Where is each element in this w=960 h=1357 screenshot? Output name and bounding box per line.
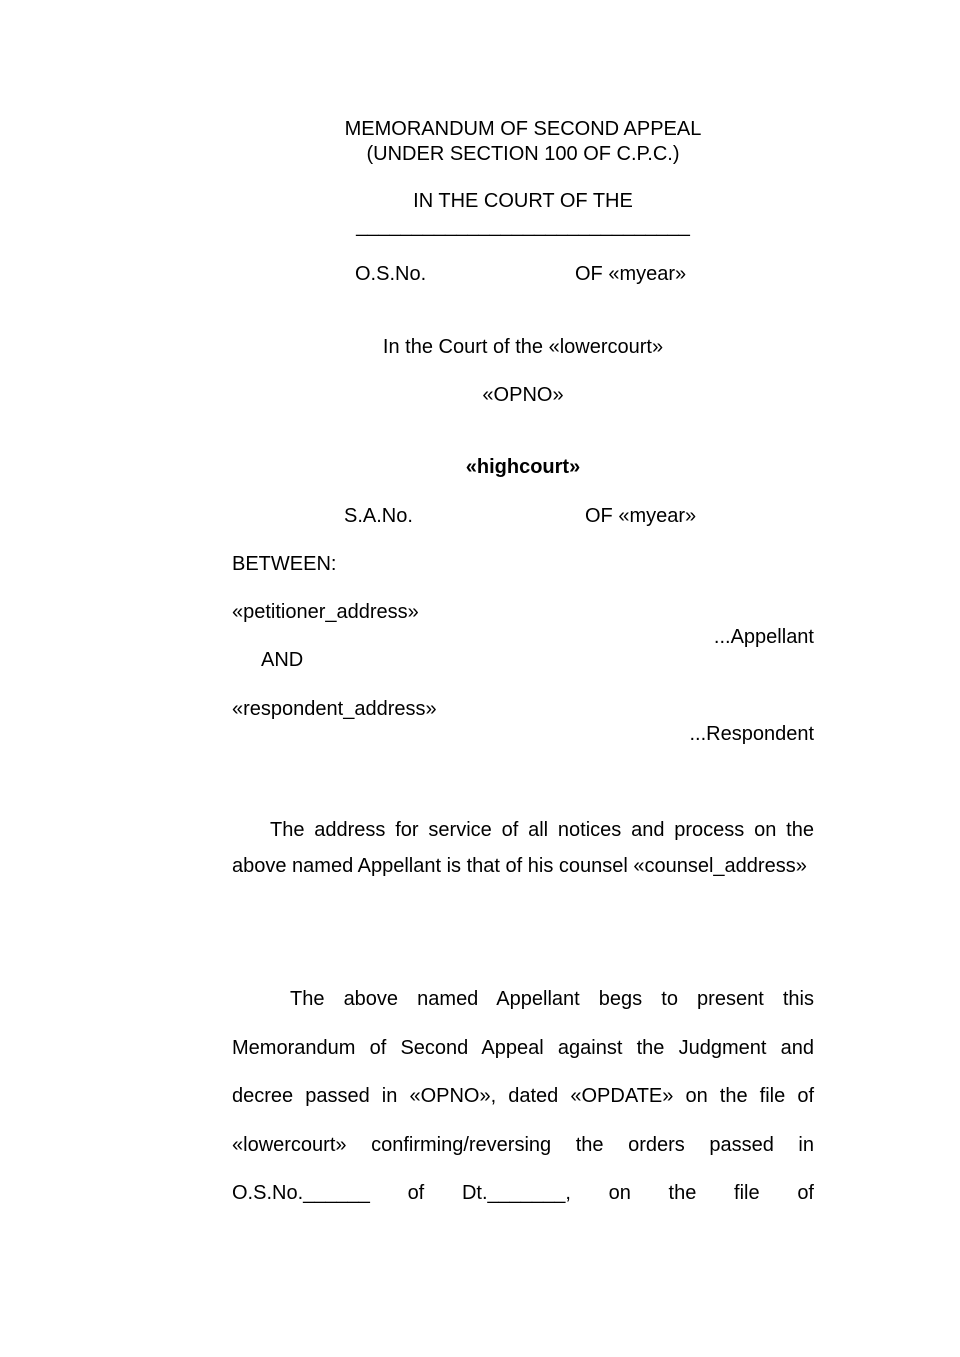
last-line-word: on (608, 1182, 631, 1204)
address-paragraph: The address for service of all notices and process on the above named Appellant is that of his counsel «counsel_address» (232, 819, 814, 877)
between-label: BETWEEN: (232, 553, 337, 575)
document-subtitle: (UNDER SECTION 100 OF C.P.C.) (366, 143, 680, 165)
last-line-word: O.S.No.______ (232, 1182, 370, 1204)
court-name-blank: ______________________________ (356, 215, 690, 237)
opno-field: «OPNO» (482, 384, 564, 406)
last-line-word: file (734, 1182, 760, 1204)
last-line-word: of (407, 1182, 425, 1204)
lower-court-line: In the Court of the «lowercourt» (382, 336, 664, 358)
last-line-word: the (668, 1182, 697, 1204)
petitioner-address: «petitioner_address» (232, 601, 419, 623)
appeal-paragraph-last-line (232, 1181, 814, 1205)
os-number-label: O.S.No. (355, 263, 427, 285)
sa-year: OF «myear» (585, 505, 697, 527)
appellant-role: ...Appellant (713, 626, 814, 648)
last-line-word: of (797, 1182, 814, 1204)
court-line: IN THE COURT OF THE (413, 190, 633, 212)
sa-number-label: S.A.No. (344, 505, 413, 527)
document-title: MEMORANDUM OF SECOND APPEAL (344, 118, 702, 140)
appeal-paragraph: The above named Appellant begs to present this Memorandum of Second Appeal against the Judgment and decree passed in «OPNO», dated «OPDATE» on the file of «lowercourt» confirming/reversing the orders passed in (232, 988, 814, 1156)
last-line-word: Dt._______, (461, 1182, 571, 1204)
and-label: AND (261, 649, 304, 671)
respondent-address: «respondent_address» (232, 698, 437, 720)
os-year: OF «myear» (575, 263, 687, 285)
respondent-role: ...Respondent (689, 723, 814, 745)
highcourt-field: «highcourt» (465, 456, 581, 478)
